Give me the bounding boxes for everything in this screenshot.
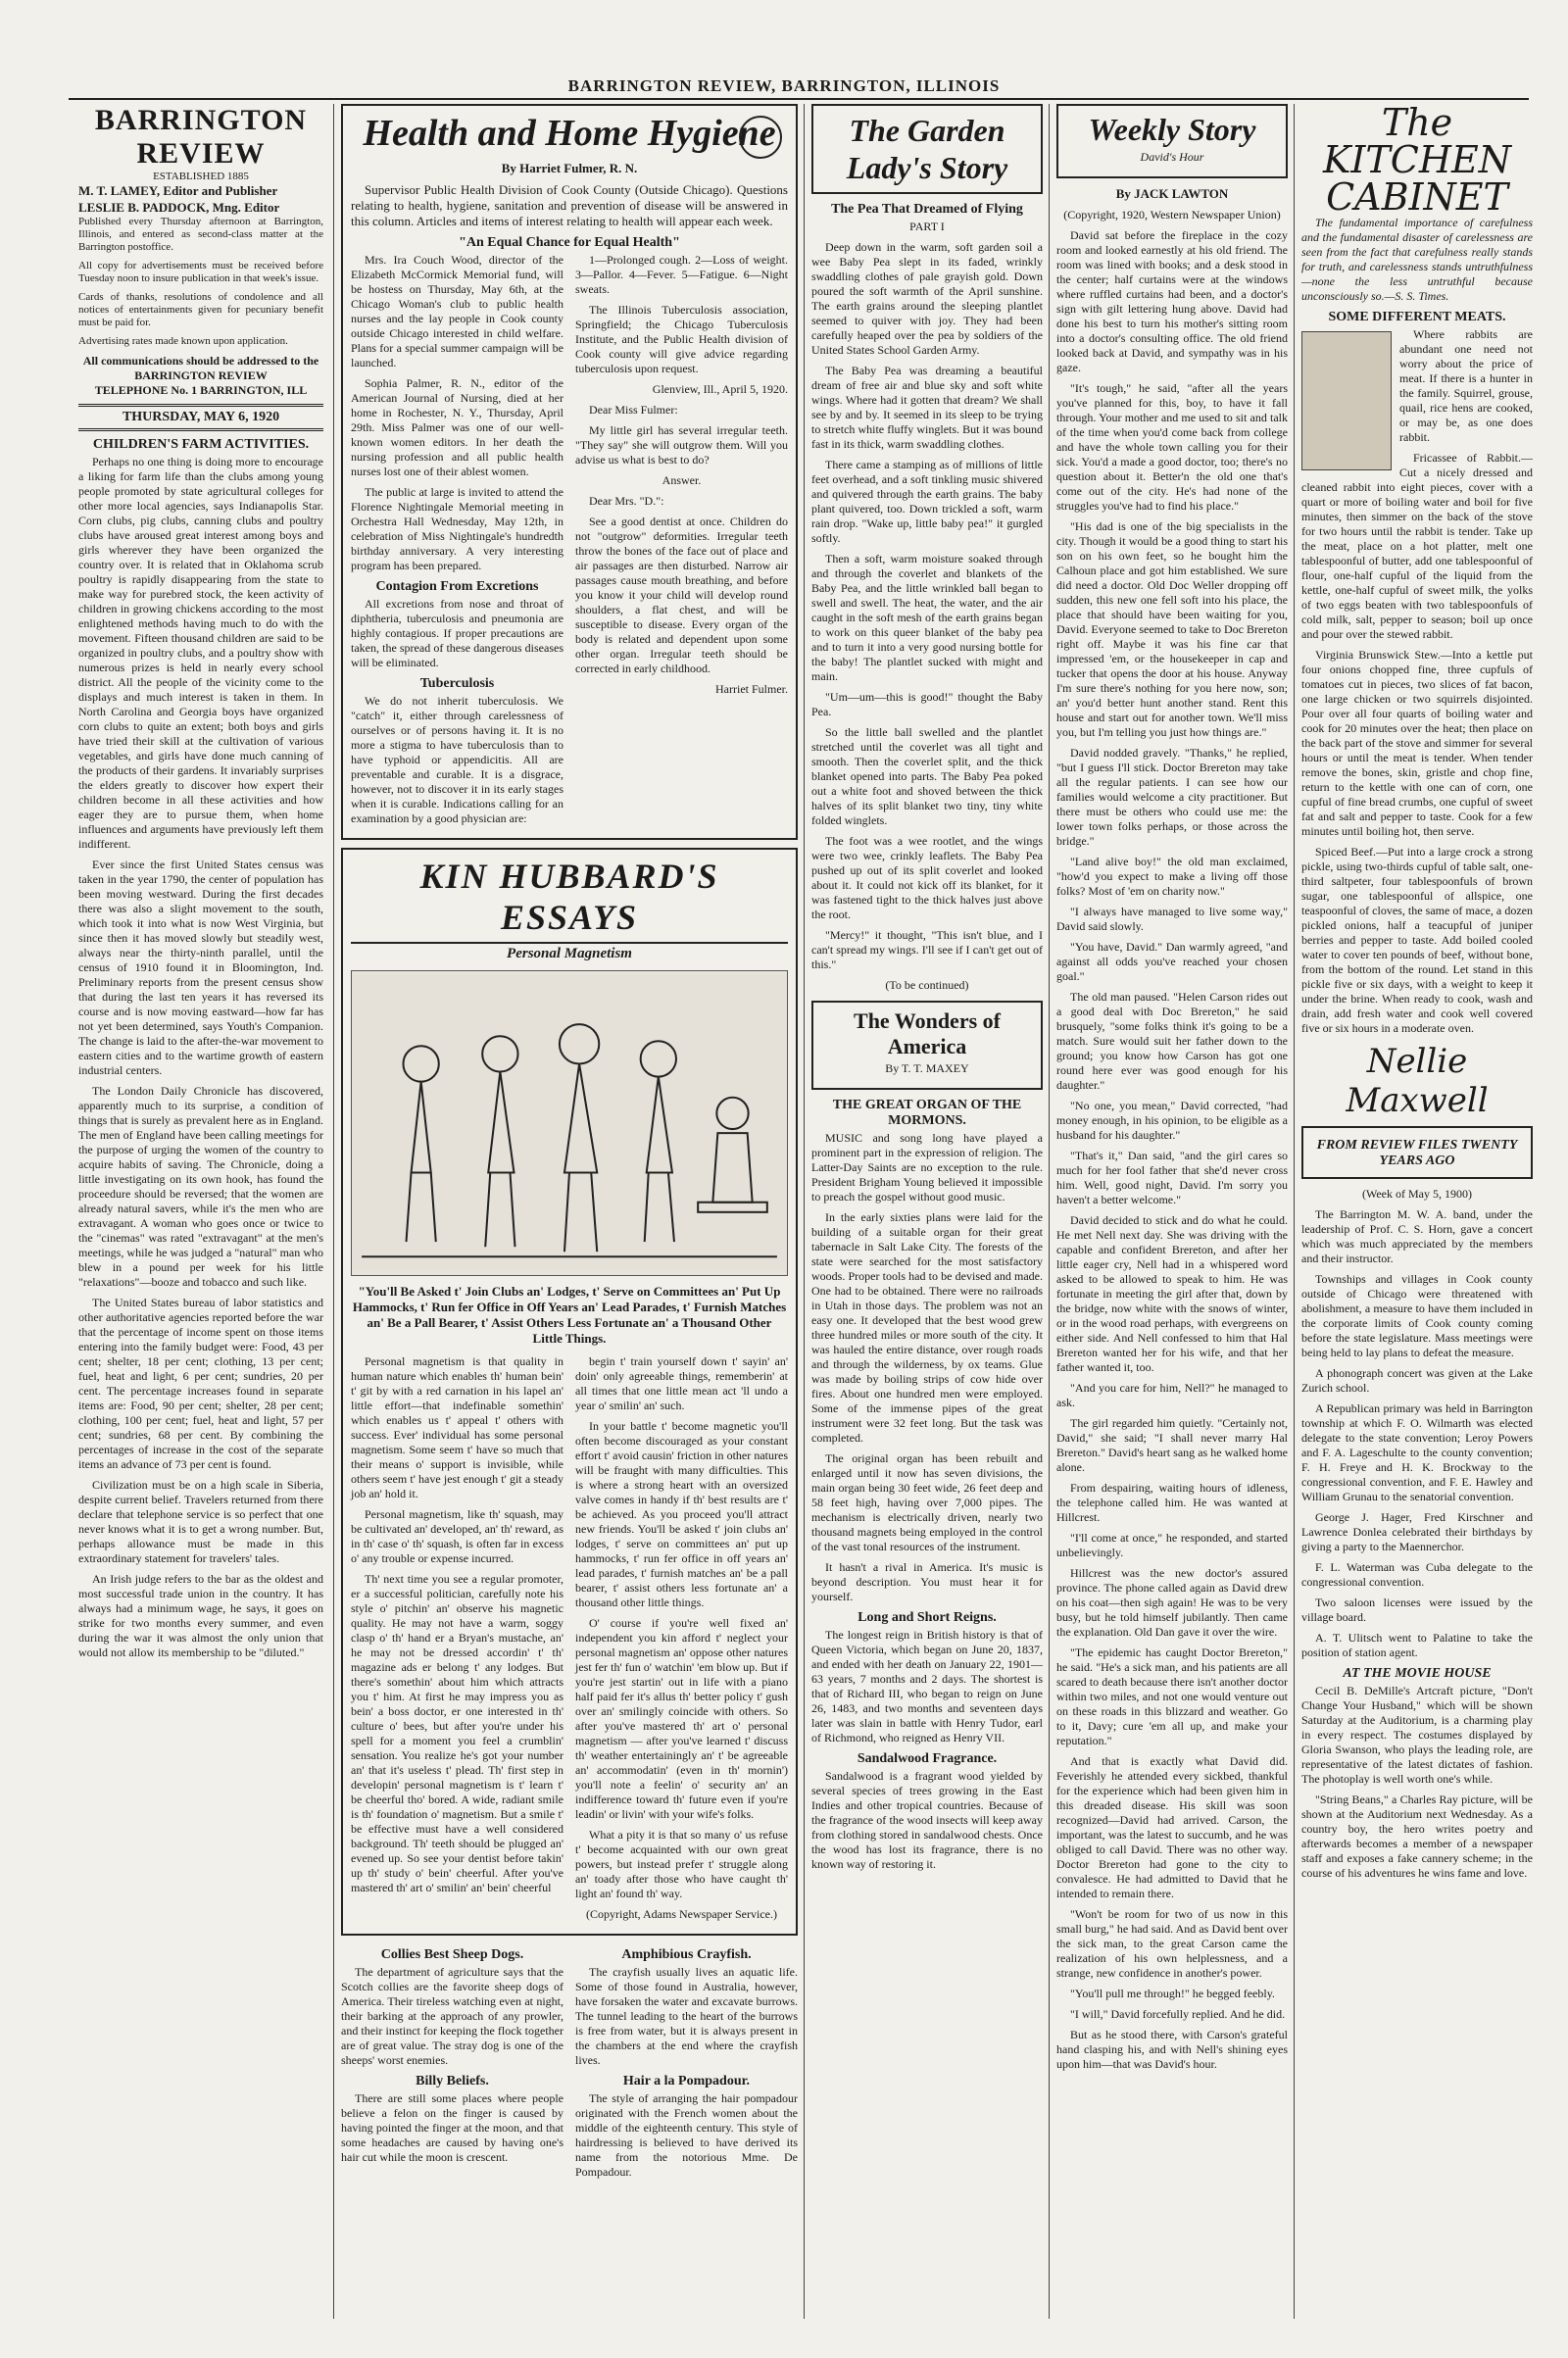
address-line: All communications should be addressed to the BARRINGTON REVIEW [82, 354, 319, 382]
column-rule [1294, 104, 1295, 2319]
column-weekly-story [1056, 104, 1288, 2319]
kin-paragraph: begin t' train yourself down t' sayin' an' doin' only agreeable things, rememberin' at all times that one little mean act 'll undo a year o' smilin' an' such. [575, 1354, 788, 1412]
telephone-line: TELEPHONE No. 1 BARRINGTON, ILL [94, 383, 308, 397]
health-paragraph: Sophia Palmer, R. N., editor of the American Journal of Nursing, died at her home in Rochester, N. Y., Thursday, April 29th. Miss Palmer was one of our well-known women editors. In her death the nursing profession and all public health nurses lost one of their ablest women. [351, 376, 564, 478]
column-rule [804, 104, 805, 2319]
weekly-copyright: (Copyright, 1920, Western Newspaper Union) [1063, 208, 1281, 221]
kitchen-title: The KITCHEN CABINET [1323, 104, 1511, 219]
answer-label: Answer. [662, 473, 702, 487]
wonders-paragraph: It hasn't a rival in America. It's music is beyond description. You must hear it for yourself. [811, 1560, 1043, 1603]
weekly-subtitle: David's Hour [1140, 150, 1204, 164]
masthead [78, 104, 323, 431]
pompadour-body: The style of arranging the hair pompadour originated with the French women about the middle of the eighteenth century. This style of hairdressing is believed to have derived its name from the notorious Mme. De Pompadour. [575, 2091, 798, 2179]
garden-paragraph: There came a stamping as of millions of little feet overhead, and a soft tinkling music shivered and quivered through the earth grains. The baby plant quivered, too. Down trickled a soft, warm rain drop. "Wake up, little baby pea!" it gurgled softly. [811, 458, 1043, 545]
story-paragraph: "Land alive boy!" the old man exclaimed, "how'd you expect to make a living off those folks? Most of 'em on charity now." [1056, 855, 1288, 898]
story-paragraph: "I always have managed to live some way," David said slowly. [1056, 905, 1288, 933]
review-files-paragraph: Townships and villages in Cook county outside of Chicago were threatened with abolishment, a measure to have them included in the corporate limits of Cook county coming before the state legislature. Mass meetings were being held to lay plans to defeat the measure. [1301, 1272, 1533, 1359]
sheep-dogs-head: Collies Best Sheep Dogs. [380, 1947, 524, 1962]
garden-title: The Garden Lady's Story [846, 113, 1008, 185]
header-rule [69, 98, 1529, 100]
story-paragraph: "I'll come at once," he responded, and started unbelievingly. [1056, 1531, 1288, 1559]
billy-beliefs-head: Billy Beliefs. [416, 2074, 489, 2088]
established-line: ESTABLISHED 1885 [153, 171, 249, 182]
editorial-paragraph: Ever since the first United States census was taken in the year 1790, the center of population has been moving westward. During the first decades there was also a slight movement to the south, which took it into what is now West Virginia, but since then it has moved slowly but steadily west, always near the thirty-ninth parallel, until the census of 1910 found it in Bloomington, Ind. Preliminary reports from the present census show that during the last ten years it has reversed its course and is now moving eastward—how far has not yet been determined, says Youth's Companion. The change is laid to the after-the-war movement to eastern cities and to the wartime growth of eastern industrial centers. [78, 858, 323, 1077]
crayfish-body: The crayfish usually lives an aquatic life. Some of those found in Australia, however, have forsaken the water and excavate burrows. The tunnel leading to the heart of the burrows is free from water, but it is always present in the chambers at the end where the crayfish lives. [575, 1965, 798, 2067]
rates-notice: Advertising rates made known upon application. [78, 335, 288, 347]
story-paragraph: The old man paused. "Helen Carson rides out a good deal with Doc Brereton," he said brusquely, "some folks think it's going to be a match. Sure would suit her father down to the ground; you know how Carson has got one round here ever was good enough for his daughter." [1056, 990, 1288, 1092]
health-title: Health and Home Hygiene [363, 113, 776, 154]
editorial-paragraph: The London Daily Chronicle has discovered, apparently much to its surprise, a condition of things that is surely as prevalent here as in England. The men of England have been calling meetings for the purpose of urging the women of the country to acquire habits of saving. The Chronicle, doing a little investigating on its own hook, has found the proceedure should be reversed; that the women are already natural savers, while it's the men who are extravagant. A woman who goes once or twice to the "cinemas" was rated "extravagant" at the men's meetings, while he was judged a "natural" man who blew in a pound per week for his little "relaxations"—booze and tobacco and such like. [78, 1084, 323, 1289]
issue-date: THURSDAY, MAY 6, 1920 [78, 404, 323, 431]
review-files-title: FROM REVIEW FILES TWENTY YEARS AGO [1316, 1138, 1518, 1168]
story-paragraph: "It's tough," he said, "after all the years you've planned for this, boy, to have it fall through. Your mother and me used to sit and talk of the time when you'd come back from college and have the whole town calling you for their sick. You'd a made a good doctor, too; there's no question about it. Better'n the old one that's come out of the city. He's had none of the struggles you've had to find his place." [1056, 381, 1288, 513]
sandalwood-head: Sandalwood Fragrance. [857, 1751, 998, 1766]
review-files-box [1301, 1126, 1533, 1179]
health-paragraph: All excretions from nose and throat of diphtheria, tuberculosis and pneumonia are highly contagious. If proper precautions are taken, the spread of these dangerous diseases will be eliminated. [351, 597, 564, 669]
garden-paragraph: The foot was a wee rootlet, and the wings were two wee, crinkly leaflets. The Baby Pea pushed up out of its split coverlet and looked about it. It could not kick off its blanket, for it was fastened tight to the thick halves just above the root. [811, 834, 1043, 921]
story-paragraph: But as he stood there, with Carson's grateful hand clasping his, and with Nell's shining eyes upon him—that was David's hour. [1056, 2028, 1288, 2071]
garden-paragraph: So the little ball swelled and the plantlet stretched until the coverlet was all tight and smooth. Then the coverlet split, and the thick blanket opened into parts. The Baby Pea poked out a white foot and shoved between the thick halves of its split blanket two tiny, tiny white folded winglets. [811, 725, 1043, 827]
story-paragraph: "No one, you mean," David corrected, "had money enough, in his opinion, to be eligible as a husband for his daughter." [1056, 1099, 1288, 1142]
kitchen-intro: The fundamental importance of carefulness and the fundamental disaster of carelessness are seen from the fact that carefulness really stands for truth, and carelessness stands untruthfulness—none the less untruthful because unconsciously so.—S. S. Times. [1301, 216, 1533, 303]
pompadour-head: Hair a la Pompadour. [622, 2074, 751, 2088]
advertising-deadline-notice: All copy for advertisements must be received before Tuesday noon to insure publication in that week's issue. [78, 260, 323, 284]
answer-body: See a good dentist at once. Children do not "outgrow" deformities. Irregular teeth throw the bones of the face out of place and air passages are then disturbed. Narrow air passages cause mouth breathing, and before you know it your child will develop round shoulders, a flat chest, and will be susceptible to disease. Every organ of the body is related and dependent upon some other organ. Irregular teeth should be corrected in early childhood. [575, 515, 788, 675]
review-files-paragraph: A Republican primary was held in Barrington township at which F. O. Wilmarth was elected delegate to the state convention; Leroy Powers and F. A. Lageschulte to the county convention; F. H. Freye and H. K. Brockway to the congressional convention, and F. E. Hawley and William Grunau to the senatorial convention. [1301, 1401, 1533, 1503]
kin-subtitle: Personal Magnetism [507, 946, 632, 961]
story-paragraph: "That's it," Dan said, "and the girl cares so much for her fool father that she'd never cross him. Well, good night, David. I'm sorry you haven't a better welcome." [1056, 1149, 1288, 1206]
editorial-paragraph: Civilization must be on a high scale in Siberia, despite current belief. Travelers returned from there declare that telephone service is so perfect that one never knows what it is to get a wrong number. But, perhaps allowance must be made in this extraordinary statement for travelers' tales. [78, 1478, 323, 1565]
reigns-head: Long and Short Reigns. [858, 1610, 997, 1625]
editorial-paragraph: The United States bureau of labor statistics and other authoritative agencies reported before the war that the percentage of income spent on those items entering into the family budget were: Food, 43 per cent; shelter, 18 per cent; clothing, 13 per cent; fuel, heat and light, 6 per cent; sundries, 20 per cent. The percentage increases found in separate items are: Food, 90 per cent; shelter, 28 per cent; clothing, 100 per cent; fuel, heat and light, 57 per cent; sundries, 68 per cent. By combining the percentages of increase in the cost of the separate items an advance of 73 per cent is found. [78, 1296, 323, 1471]
health-paragraph: The public at large is invited to attend the Florence Nightingale Memorial meeting in Orchestra Hall Wednesday, May 12th, in celebration of Miss Nightingale's hundredth birthday anniversary. A very interesting program has been prepared. [351, 485, 564, 572]
kin-copyright: (Copyright, Adams Newspaper Service.) [586, 1907, 777, 1921]
kin-paragraph: What a pity it is that so many o' us refuse t' become acquainted with our own great powers, but instead prefer t' struggle along an' toady after those who have caught th' light an' found th' way. [575, 1828, 788, 1900]
kin-paragraph: Personal magnetism, like th' squash, may be cultivated an' developed, an' th' reward, as in th' case o' th' squash, is often far in excess o' any trouble or expense incurred. [351, 1507, 564, 1565]
short-items [341, 1943, 798, 2186]
weekly-byline: By JACK LAWTON [1115, 186, 1229, 201]
review-files-paragraph: F. L. Waterman was Cuba delegate to the congressional convention. [1301, 1560, 1533, 1589]
garden-paragraph: The Baby Pea was dreaming a beautiful dream of free air and blue sky and soft white wings. Where had it gotten that dream? We shall see by and by. It seemed in its sleep to be trying to stretch white fluffy winglets. But it was bound fast in its thick, warm swaddling clothes. [811, 364, 1043, 451]
wonders-paragraph: The original organ has been rebuilt and enlarged until it now has seven divisions, the main organ being 30 feet wide, 26 feet deep and 58 feet high, having over 7,000 pipes. The mechanism is electrically driven, nearly two thousand magnets being employed in the control of the vast tonal resources of the instrument. [811, 1451, 1043, 1553]
column-features [341, 104, 798, 2319]
garden-title-box [811, 104, 1043, 194]
story-paragraph: "The epidemic has caught Doctor Brereton," he said. "He's a sick man, and his patients are all scared to death because there isn't another doctor within two miles, and not one would venture out on these roads in this blizzard and weather. Go to it, Davy; cure 'em all up, and make your reputation." [1056, 1646, 1288, 1747]
billy-beliefs-body: There are still some places where people believe a felon on the finger is caused by having pointed the finger at the moon, and that some headaches are caused by having one's hair cut while the moon is crescent. [341, 2091, 564, 2164]
review-files-paragraph: The Barrington M. W. A. band, under the leadership of Prof. C. S. Horn, gave a concert which was much appreciated by the members and their instructor. [1301, 1207, 1533, 1265]
column-rule [1049, 104, 1050, 2319]
cartoon-caption: "You'll Be Asked t' Join Clubs an' Lodges, t' Serve on Committees an' Put Up Hammocks, t' Run fer Office in Off Years an' Lead Parades, t' Furnish Matches an' Be a Pall Bearer, t' Assist Others Less Fortunate an' a Thousand Other Little Things. [352, 1284, 787, 1346]
column-kitchen [1301, 104, 1533, 2319]
health-paragraph: We do not inherit tuberculosis. We "catch" it, either through carelessness of ourselves or of persons having it. It is no more a stigma to have tuberculosis than to have typhoid or appendicitis. All are preventable and curable. It is a disgrace, however, not to discover it in its early stages when it is curable. Indications calling for an examination by a good physician are: [351, 694, 564, 825]
garden-chapter: The Pea That Dreamed of Flying [831, 202, 1023, 217]
cartoon-figures-icon [352, 971, 787, 1275]
wonders-paragraph: In the early sixties plans were laid for the building of a suitable organ for their great tabernacle in Salt Lake City. The forests of the state were searched for the most satisfactory woods. Proper tools had to be devised and made. One had to be obtained. There were no railroads in Utah in those days. The problem was not an easy one. It developed that the best wood grew three hundred miles or more south of the city. It was hauled the entire distance, over rough roads and through the wilderness, by ox teams. Glue was made by boiling strips of cow hide over fires. About one hundred men were employed. Some of the immense pipes of the great instrument were 32 feet long. But the task was completed. [811, 1210, 1043, 1445]
story-paragraph: David decided to stick and do what he could. He met Nell next day. She was driving with the capable and confident Brereton, and after her little eager cry, Nell had in a whispered word asked to be allowed to speak to him. He was fortunate in meeting the girl after that, down by the bridge, now white with the snows of winter, or in the wood road perhaps, with evergreens on either side. And Nell confessed to him that Hal Brereton wanted her for his wife, and that her father wanted it, too. [1056, 1213, 1288, 1374]
wonders-paragraph: MUSIC and song long have played a prominent part in the expression of religion. The Latter-Day Saints are no exception to the rule. President Brigham Young believed it impossible to preach the gospel without good music. [811, 1131, 1043, 1204]
answer-salutation: Dear Mrs. "D.": [589, 494, 664, 508]
story-paragraph: Hillcrest was the new doctor's assured province. The phone called again as David drew on his coat—then sigh again! He was to be very busy, but he told himself jubilantly. Then came the explanation. Old Dan gave it over the wire. [1056, 1566, 1288, 1639]
editorial-paragraph: An Irish judge refers to the bar as the oldest and most successful trade union in the country. It has always had a minimum wage, he says, it goes on strike for two months every summer, and even during the war it was almost the only union that would not allow its membership to be "diluted." [78, 1572, 323, 1659]
garden-continued: (To be continued) [885, 978, 969, 992]
review-files-week: (Week of May 5, 1900) [1361, 1187, 1472, 1201]
kitchen-head: SOME DIFFERENT MEATS. [1328, 310, 1506, 324]
tuberculosis-head: Tuberculosis [419, 676, 495, 691]
garden-part: PART I [909, 220, 945, 233]
story-paragraph: And that is exactly what David did. Feverishly he attended every sickbed, thankful for the experience which had been given him in this dreaded disease. His skill was soon recognized—David had arrived. Carson, the important, was the latest to succumb, and he was obliged to call David. There was no other way. Doctor Brereton had gone to the city to convalesce. He had admitted to David that he intended to remain there. [1056, 1754, 1288, 1900]
editorial-heading: CHILDREN'S FARM ACTIVITIES. [92, 437, 310, 452]
contagion-head: Contagion From Excretions [375, 579, 539, 594]
movie-house-head: AT THE MOVIE HOUSE [1343, 1666, 1492, 1681]
health-paragraph: The Illinois Tuberculosis association, Springfield; the Chicago Tuberculosis Institute, and the Public Health division of Cook county will give advice regarding tuberculosis upon request. [575, 303, 788, 375]
wonders-subhead: THE GREAT ORGAN OF THE MORMONS. [832, 1098, 1022, 1128]
column-masthead [78, 104, 323, 2319]
letter-body: My little girl has several irregular teeth. "They say" she will outgrow them. Will you advise us what is best to do? [575, 423, 788, 467]
story-paragraph: The girl regarded him quietly. "Certainly not, David," she said; "I shall never marry Hal Brereton." David's heart sang as he walked home alone. [1056, 1416, 1288, 1474]
garden-paragraph: Then a soft, warm moisture soaked through and through the coverlet and blankets of the Baby Pea, and the little wrinkled ball began to swell and swell. The heat, the water, and the air caught in the soft mesh of the earth grains began to work on this queer blanket of the baby pea and to turn it into a very good nursing bottle for the baby! The plantlet sucked with might and main. [811, 552, 1043, 683]
symptom-list: 1—Prolonged cough. 2—Loss of weight. 3—Pallor. 4—Fever. 5—Fatigue. 6—Night sweats. [575, 253, 788, 296]
kitchen-signature: Nellie Maxwell [1346, 1042, 1489, 1120]
paper-name: BARRINGTON REVIEW [94, 104, 308, 170]
editor-line: M. T. LAMEY, Editor and Publisher [78, 183, 278, 198]
reigns-body: The longest reign in British history is that of Queen Victoria, which began on June 20, 1837, and ended with her death on January 22, 1901—63 years, 7 months and 2 days. The shortest is that of Richard III, who began to reign on June 26, 1483, and two months and seventeen days later was slain in battle with Henry Tudor, earl of Richmond, who reigned as Henry VII. [811, 1628, 1043, 1744]
garden-paragraph: Deep down in the warm, soft garden soil a wee Baby Pea slept in its faded, wrinkly swaddling clothes of pale grayish gold. Down poured the soft warmth of the April sunshine. The earth grains around the sleeping plantlet seemed to quiver with joy. They had been carefully heaped over the pea by soldiers of the United States School Garden Army. [811, 240, 1043, 357]
health-box [341, 104, 798, 840]
managing-editor-line: LESLIE B. PADDOCK, Mng. Editor [78, 200, 280, 215]
sandalwood-body: Sandalwood is a fragrant wood yielded by several species of trees growing in the East Indies and other tropical countries. Because of the fragrance of the wood insects will keep away from clothing stored in sandalwood chests. Once the wood has lost its fragrance, there is no known way of restoring it. [811, 1769, 1043, 1871]
publication-notice: Published every Thursday afternoon at Barrington, Illinois, and entered as second-class matter at the Barrington postoffice. [78, 216, 323, 253]
column-rule [333, 104, 334, 2319]
kin-title: KIN HUBBARD'S ESSAYS [351, 856, 788, 944]
garden-paragraph: "Mercy!" it thought, "This isn't blue, and I can't spread my wings. I'll see if I can't get out of this." [811, 928, 1043, 971]
review-files-paragraph: A phonograph concert was given at the Lake Zurich school. [1301, 1366, 1533, 1395]
story-paragraph: David nodded gravely. "Thanks," he replied, "but I guess I'll stick. Doctor Brereton may take all the regular patients. I can see how our families would welcome a city practitioner. But there must be others who could use me: the lower town folks perhaps, or those across the bridge." [1056, 746, 1288, 848]
recipe-paragraph: Virginia Brunswick Stew.—Into a kettle put four onions chopped fine, three cupfuls of tomatoes cut in pieces, two slices of fat bacon, one large chicken or two squirrels disjointed. Pour over all four quarts of boiling water and cook for 20 minutes over the heat; then place on the back part of the stove and simmer for several hours or until the meat is tender. When tender remove the bones, skin, gristle and chop fine, return to the kettle with one can of corn, one cupful of fine bread crumbs, one cupful of sweet fat and salt and pepper to taste. Cook for a few minutes until boiling hot, then serve. [1301, 648, 1533, 838]
story-paragraph: "His dad is one of the big specialists in the city. Though it would be a good thing to start his son on his own feet, so he bought him the Calhoun place and got him established. We sure did need a doctor. Old Doc Weller dropping off sudden, this new one fell soft into his place, the place that should have been waiting for you, David. Everyone seemed to take to Doc Brereton right off. Maybe it was his fine car that impressed 'em, or the housekeeper in cap and tucker that opens the door at his house. Anyway I'm sure there's nothing for you here now, son; an' you'd better hunt another stand. Rent this house and start out for another town. We'll miss you, but I'm telling you just how things are." [1056, 519, 1288, 739]
crayfish-head: Amphibious Crayfish. [621, 1947, 752, 1962]
kin-paragraph: O' course if you're well fixed an' independent you kin afford t' neglect your personal magnetism an' oppose other natures jest fer th' fun o' watchin' 'em blow up. But if you're jest startin' out in life with a piano half paid fer it's allus th' better policy t' gush over an' smilingly coincide with others. So after you've mastered th' art o' personal magnetism — after you've learned t' discuss th' weather entertainingly an' t' be agreeable an' accommodatin' (even in th' mornin') you'll note a feelin' o' security an' an indifference toward th' future even if you're leadin' or livin' with your wife's folks. [575, 1616, 788, 1821]
weekly-title-box [1056, 104, 1288, 178]
health-paragraph: Mrs. Ira Couch Wood, director of the Elizabeth McCormick Memorial fund, will be hostess on Thursday, May 6th, at the Chicago Woman's club to public health nurses and the lay people in Cook county outside Chicago interested in child welfare. Plans for a special summer campaign will be launched. [351, 253, 564, 369]
story-paragraph: "And you care for him, Nell?" he managed to ask. [1056, 1381, 1288, 1409]
review-files-paragraph: A. T. Ulitsch went to Palatine to take the position of station agent. [1301, 1631, 1533, 1659]
running-head: BARRINGTON REVIEW, BARRINGTON, ILLINOIS [567, 76, 1001, 95]
editorial-paragraph: Perhaps no one thing is doing more to encourage a liking for farm life than the clubs among young people promoted by state agricultural colleges for other more local agencies, says Indianapolis Star. Corn clubs, pig clubs, canning clubs and poultry clubs have aroused great interest among boys and girls wherever they have been organized the country over. It is related that in Oklahoma scrub poultry is rapidly disappearing from the state to make way for purebred stock, the keen activity of children in growing chickens according to the most enlightened methods having much to do with the movement. Fifteen thousand children are said to be organized in poultry clubs, and a poultry show with numerous prizes is held in nearly every school district. All the people of the vicinity come to the displays and much interest is taken in them. In North Carolina and Georgia boys have organized corn clubs to quite an extent; both boys and girls have tried their skill at the cultivation of various vegetables, and girls have done much canning of the products of their gardens. It invariably surprises the elders greatly to discover how expert their children become in all these activities and how eager they are to pursue them, when home influences and arguments have previously left them indifferent. [78, 455, 323, 851]
recipe-paragraph: Fricassee of Rabbit.—Cut a nicely dressed and cleaned rabbit into eight pieces, cover with a quart or more of boiling water and boil for five minutes, then simmer on the back of the stove for two hours until the rabbit is tender. Take up the meat, place on a hot platter, melt one tablespoonful of butter, add one tablespoonful of flour, one-half cupful of the liquid from the kettle, one-half cupful of sweet milk, the yolks of two eggs beaten with two tablespoonfuls of cold milk, salt, pepper to season; boil up once and pour over the stewed rabbit. [1301, 451, 1533, 641]
wonders-byline: By T. T. MAXEY [885, 1061, 969, 1075]
recipe-paragraph: Spiced Beef.—Put into a large crock a strong pickle, using two-thirds cupful of table salt, one-third saltpeter, four tablespoonfuls of brown sugar, one tablespoonful of allspice, one teaspoonful of cloves, the same of mace, a dozen pickled onions, half a teacupful of juniper berries and pepper to taste. Add boiled cooled water to cover ten pounds of beef, without bone, from the bottom of the round. Let stand in this pickle five or six days, with a weight to keep it under the brine. When ready to cook, wash and drain, add fresh water and cook well covered five or six hours in a moderate oven. [1301, 845, 1533, 1035]
story-paragraph: "You'll pull me through!" he begged feebly. [1070, 1987, 1275, 2000]
story-paragraph: "I will," David forcefully replied. And he did. [1070, 2007, 1286, 2021]
review-files-paragraph: George J. Hager, Fred Kirschner and Lawrence Donlea celebrated their birthdays by giving a party to the Maennerchor. [1301, 1510, 1533, 1553]
health-byline: By Harriet Fulmer, R. N. [501, 161, 638, 175]
kin-paragraph: Th' next time you see a regular promoter, er a successful politician, carefully note his style o' pitchin' an' observe his magnetic quality. He may not have a warm, soggy clasp o' th' hand er a Bryan's mustache, an' he may not be dressed accordin' t' th' magazine ads er belong t' any lodges. But there's somethin' about him which attracts you t' him. At first he may impress you as bein' a boss doctor, er one interested in th' culture o' bees, but after you're under his spell for a moment you feel a crumblin' sensation. You realize he's got your number an' that it's useless t' plead. Th' first step in developin' personal magnetism is t' learn t' be cheerful tho' bored. A wide, radiant smile is th' foundation o' magnetism. But a smile t' be effective must have a well considered background. Th' teeth should be plugged an' evened up. So see your dentist before takin' up th' study o' bein' cheerful. After you've mastered th' art o' smilin' an' bein' cheerful [351, 1572, 564, 1894]
story-paragraph: "You have, David." Dan warmly agreed, "and against all odds you've reached your chosen goal." [1056, 940, 1288, 983]
recipe-paragraph: Where rabbits are abundant one need not worry about the price of meat. If there is a hunter in the family. Squirrel, grouse, quail, rice hens are cooked, or may be, as one does rabbit. [1399, 327, 1533, 444]
weekly-title: Weekly Story [1088, 112, 1256, 147]
letter-salutation: Dear Miss Fulmer: [589, 403, 678, 417]
review-files-paragraph: Two saloon licenses were issued by the village board. [1301, 1596, 1533, 1624]
movie-paragraph: "String Beans," a Charles Ray picture, will be shown at the Auditorium next Wednesday. As a country boy, the hero writes poetry and afterwards becomes a member of a newspaper staff and exposes a fake cannery scheme; in the course of his adventures he wins fame and love. [1301, 1793, 1533, 1880]
story-paragraph: David sat before the fireplace in the cozy room and looked earnestly at his old friend. The room was lined with books; and a desk stood in the center; half curtains were at the windows where ruffled curtains had been, and a doctor's sign with gilt lettering hung above. David had done his best to turn his mother's sitting room into a doctor's consulting office. The old friend looked back at David, and sympathy was in his gaze. [1056, 228, 1288, 374]
wonders-title: The Wonders of America [854, 1008, 1001, 1058]
kin-hubbard-box [341, 848, 798, 1936]
garden-paragraph: "Um—um—this is good!" thought the Baby Pea. [811, 690, 1043, 718]
sheep-dogs-body: The department of agriculture says that the Scotch collies are the favorite sheep dogs of America. Their tireless watching even at night, their barking at the approach of any prowler, and their instinct for keeping the flock together are of great value. The stray dog is one of the sheeps' worst enemies. [341, 1965, 564, 2067]
wonders-title-box [811, 1001, 1043, 1090]
health-section-head: "An Equal Chance for Equal Health" [459, 235, 680, 250]
kin-paragraph: Personal magnetism is that quality in human nature which enables th' human bein' t' git by with a red carnation in his lapel an' little effort—that indefinable somethin' which enables us t' appeal t' others with success. Ever' individual has some personal magnetism. Some seem t' have so much that their means o' support is invisible, while others seem t' have jest enough t' git a steady job an' hold it. [351, 1354, 564, 1500]
kitchen-photo-icon [1301, 331, 1392, 470]
health-signature: Harriet Fulmer. [715, 682, 788, 696]
kin-paragraph: In your battle t' become magnetic you'll often become discouraged as your constant effort t' avoid causin' friction in other natures will be fraught with many difficulties. This is where a strong heart with an oversized valve comes in handy if th' best results are t' be achieved. As you proceed you'll attract new friends. You'll be asked t' join clubs an' lodges, t' serve on committees an' put up hammocks, t' run fer office in off years an' lead parades, t' furnish matches an' be a pall bearer, t' assist others less fortunate an' a thousand other little things. [575, 1419, 788, 1609]
story-paragraph: From despairing, waiting hours of idleness, the telephone called him. He was wanted at Hillcrest. [1056, 1481, 1288, 1524]
paid-notices-notice: Cards of thanks, resolutions of condolence and all notices of entertainments given for pecuniary benefit must be paid for. [78, 291, 323, 328]
movie-paragraph: Cecil B. DeMille's Artcraft picture, "Don't Change Your Husband," which will be shown Saturday at the Auditorium, is a charming play in every respect. The costumes displayed by Gloria Swanson, who plays the leading role, are representative of the latest dictates of fashion. The photoplay is well worth one's while. [1301, 1684, 1533, 1786]
seal-icon [739, 116, 782, 159]
health-intro: Supervisor Public Health Division of Cook County (Outside Chicago). Questions relating to health, hygiene, sanitation and prevention of disease will be answered in this column. Articles and items of interest relating to health will appear each week. [351, 182, 788, 228]
letter-place: Glenview, Ill., April 5, 1920. [652, 382, 788, 396]
cartoon-illustration [351, 970, 788, 1276]
column-garden [811, 104, 1043, 2319]
story-paragraph: "Won't be room for two of us now in this small burg," he had said. And as David bent over the sick man, to the great Carson came the realization of his own helplessness, and a strange, new confidence in another's power. [1056, 1907, 1288, 1980]
